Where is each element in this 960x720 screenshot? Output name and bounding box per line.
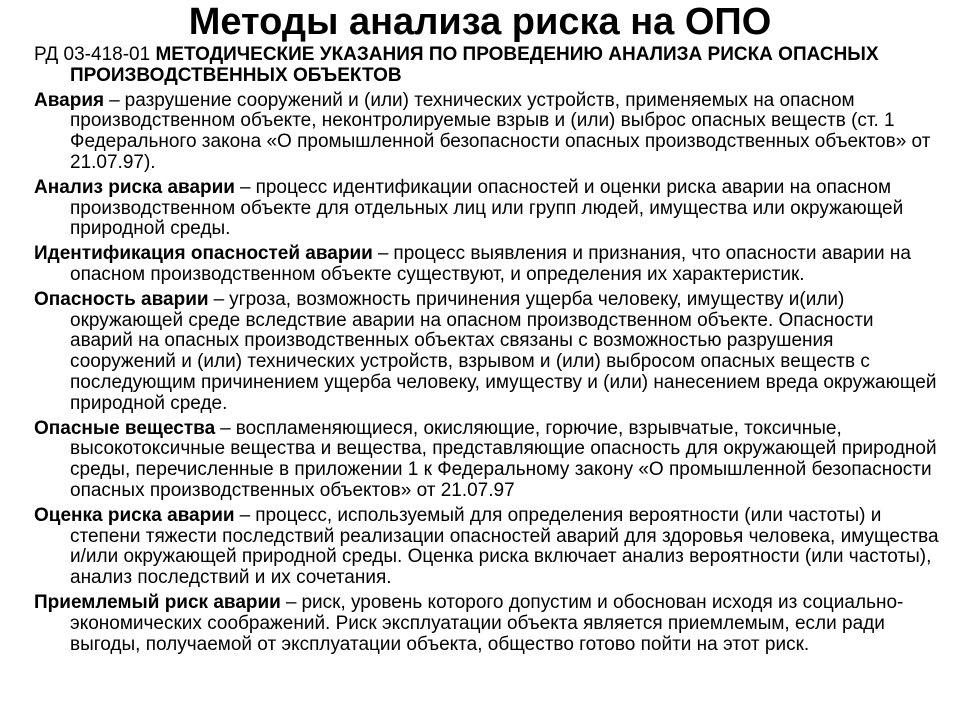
definition-dash: –	[239, 504, 251, 526]
definition-term: Идентификация опасностей аварии	[34, 243, 373, 265]
definition-acceptable-risk	[34, 593, 940, 655]
definition-text: риск, уровень которого допустим и обоснован исходя из социально-экономических соображений. Риск эксплуатации объекта является приемлемым, если ради выгоды, получаемой от эксплуатации объекта, общество готово пойти на этот риск.	[70, 591, 904, 655]
definition-risk-assessment	[34, 506, 940, 589]
slide-title: Методы анализа риска на ОПО	[188, 1, 772, 43]
definition-text: процесс выявления и признания, что опасности аварии на опасном производственном объекте существуют, и определения их характеристик.	[70, 243, 911, 285]
definition-term: Опасность аварии	[34, 288, 209, 310]
definition-text: процесс идентификации опасностей и оценки риска аварии на опасном производственном объекте для отдельных лиц или групп людей, имущества или окружающей природной среды.	[70, 176, 904, 240]
definition-text: угроза, возможность причинения ущерба человеку, имуществу и(или) окружающей среде вследствие аварии на опасном производственном объекте. Опасности аварий на опасных производственных объектах связаны с возможностью разрушения сооружений и (или) технических устройств, взрывом и (или) выбросом опасных веществ с последующим причинением ущерба человеку, имуществу и (или) нанесением вреда окружающей природной среде.	[70, 288, 937, 414]
definition-text: воспламеняющиеся, окисляющие, горючие, взрывчатые, токсичные, высокотоксичные вещества и вещества, представляющие опасность для окружающей природной среды, перечисленные в приложении 1 к Федеральному закону «О промышленной безопасности опасных производственных объектов» от 21.07.97	[70, 417, 937, 501]
slide-content	[34, 45, 940, 659]
document-reference	[34, 45, 940, 87]
definition-text: процесс, используемый для определения вероятности (или частоты) и степени тяжести последствий реализации опасностей аварий для здоровья человека, имущества и/или окружающей природной среды. Оценка риска включает анализ вероятности (или частоты), анализ последствий и их сочетания.	[70, 504, 939, 589]
definition-term: Опасные вещества	[34, 417, 216, 439]
definition-term: Оценка риска аварии	[34, 504, 235, 526]
definition-term: Приемлемый риск аварии	[34, 591, 281, 613]
definition-dash: –	[377, 243, 389, 265]
definition-accident-hazard	[34, 290, 940, 415]
definition-risk-analysis	[34, 178, 940, 240]
definition-text: разрушение сооружений и (или) технических устройств, применяемых на опасном производственном объекте, неконтролируемые взрыв и (или) выброс опасных веществ (ст. 1 Федерального закона «О промышленной безопасности опасных производственных объектов» от 21.07.97).	[70, 89, 931, 173]
doc-title: МЕТОДИЧЕСКИЕ УКАЗАНИЯ ПО ПРОВЕДЕНИЮ АНАЛИЗА РИСКА ОПАСНЫХ ПРОИЗВОДСТВЕННЫХ ОБЪЕКТОВ	[70, 44, 879, 86]
definition-dash: –	[285, 591, 297, 613]
doc-number: РД 03-418-01	[34, 44, 151, 65]
definition-term: Авария	[34, 89, 105, 111]
definition-hazard-identification	[34, 244, 940, 286]
definition-hazardous-substances	[34, 419, 940, 502]
definition-dash: –	[239, 176, 251, 198]
definition-dash: –	[109, 89, 120, 111]
definition-term: Анализ риска аварии	[34, 176, 235, 198]
definition-dash: –	[220, 417, 231, 439]
definition-accident	[34, 91, 940, 174]
definition-dash: –	[213, 288, 225, 310]
